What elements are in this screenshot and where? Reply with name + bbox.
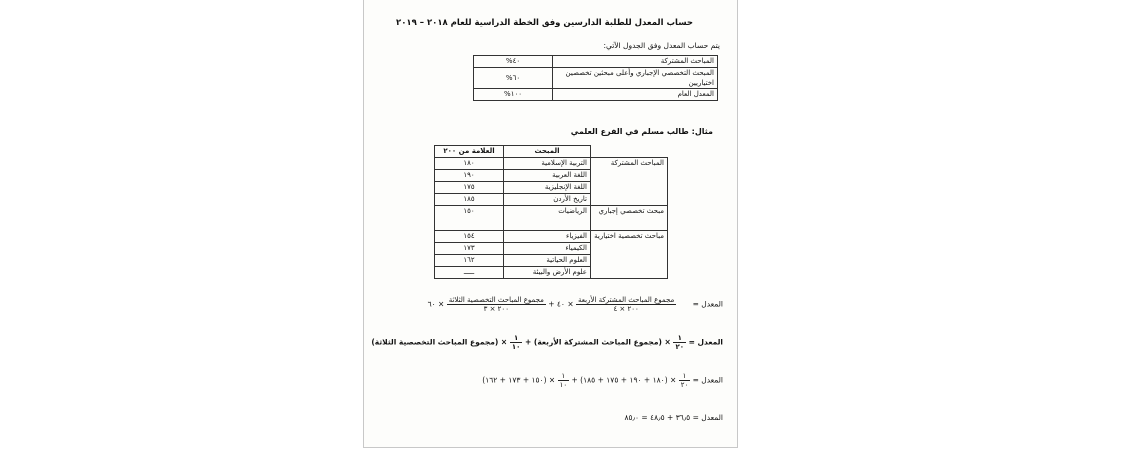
mark-cell: ١٦٢ (435, 255, 504, 267)
eq2-fraction-1 (673, 334, 686, 351)
weight-value: ١٠٠% (474, 89, 553, 101)
eq3-lhs: المعدل = (692, 375, 723, 385)
subject-cell: اللغة العربية (504, 170, 591, 182)
weights-table (473, 55, 718, 101)
eq4-lhs: المعدل = (692, 413, 723, 422)
header-subject: المبحث (504, 146, 591, 158)
table-row (474, 56, 718, 68)
subject-cell: اللغة الإنجليزية (504, 182, 591, 194)
equation-4 (625, 413, 724, 422)
eq1-f2-denominator: ٢٠٠ × ٣ (483, 305, 509, 313)
mark-cell: ١٧٣ (435, 243, 504, 255)
eq3-part-1: × (١٨٠ + ١٩٠ + ١٧٥ + ١٨٥) + (571, 375, 677, 385)
eq2-fraction-2 (510, 334, 523, 351)
table-row (435, 206, 668, 231)
table-row (435, 158, 668, 170)
equation-1 (428, 296, 723, 313)
eq2-part-1: × (مجموع المباحث المشتركة الأربعة) + (525, 337, 671, 347)
equation-3 (482, 372, 723, 389)
group-label: مباحث تخصصية اختيارية (591, 231, 668, 279)
subject-cell: التربية الإسلامية (504, 158, 591, 170)
eq3-f1-numerator: ١ (679, 372, 691, 381)
subject-cell: تاريخ الأردن (504, 194, 591, 206)
group-label: المباحث المشتركة (591, 158, 668, 206)
weight-label: المعدل العام (553, 89, 718, 101)
intro-text: يتم حساب المعدل وفق الجدول الآتي: (603, 41, 720, 50)
table-row (435, 231, 668, 243)
mark-cell: ـــــ (435, 267, 504, 279)
eq2-lhs: المعدل = (688, 337, 723, 347)
subject-cell: الرياضيات (504, 206, 591, 231)
weight-value: ٦٠% (474, 68, 553, 89)
eq3-fraction-2 (558, 372, 570, 389)
eq1-fraction-1 (576, 296, 676, 313)
empty-corner (591, 146, 668, 158)
weight-value: ٤٠% (474, 56, 553, 68)
equation-2 (371, 334, 723, 351)
mark-cell: ١٥٤ (435, 231, 504, 243)
mark-cell: ١٩٠ (435, 170, 504, 182)
eq3-f2-numerator: ١ (558, 372, 570, 381)
eq1-f2-numerator: مجموع المباحث التخصصية الثلاثة (448, 296, 544, 304)
header-mark: العلامة من ٢٠٠ (435, 146, 504, 158)
example-title: مثال: طالب مسلم في الفرع العلمي (570, 127, 713, 136)
table-row (474, 89, 718, 101)
eq3-fraction-1 (679, 372, 691, 389)
mark-cell: ١٨٠ (435, 158, 504, 170)
weight-label: المباحث المشتركة (553, 56, 718, 68)
eq2-f2-numerator: ١ (510, 334, 523, 343)
eq3-f1-denominator: ٢٠ (680, 381, 689, 389)
eq1-f1-numerator: مجموع المباحث المشتركة الأربعة (578, 296, 675, 304)
marks-table (434, 145, 668, 279)
subject-cell: علوم الأرض والبيئة (504, 267, 591, 279)
eq1-fraction-2 (447, 296, 546, 313)
mark-cell: ١٨٥ (435, 194, 504, 206)
eq1-f1-multiplier: × ٤٠ + (548, 299, 574, 309)
eq1-lhs: المعدل = (692, 299, 723, 309)
eq2-f1-numerator: ١ (673, 334, 686, 343)
eq2-part-2: × (مجموع المباحث التخصصية الثلاثة) (371, 337, 508, 347)
group-label: مبحث تخصصي إجباري (591, 206, 668, 231)
eq1-f1-denominator: ٢٠٠ × ٤ (613, 305, 639, 313)
document-page (363, 0, 738, 448)
subject-cell: الفيزياء (504, 231, 591, 243)
document-title: حساب المعدل للطلبة الدارسين وفق الخطة الدراسية للعام ٢٠١٨ – ٢٠١٩ (396, 18, 693, 28)
eq2-f1-denominator: ٢٠ (675, 343, 684, 351)
eq2-f2-denominator: ١٠ (511, 343, 521, 351)
eq4-rhs: ٣٦٫٥ + ٤٨٫٥ = ٨٥٫٠ (624, 413, 691, 422)
eq3-f2-denominator: ١٠ (559, 381, 568, 389)
mark-cell: ١٧٥ (435, 182, 504, 194)
subject-cell: العلوم الحياتية (504, 255, 591, 267)
weight-label: المبحث التخصصي الإجباري وأعلى مبحثين تخصصين اختياريين (553, 68, 718, 89)
subject-cell: الكيمياء (504, 243, 591, 255)
table-header-row (435, 146, 668, 158)
eq3-part-2: × (١٥٠ + ١٧٣ + ١٦٢) (482, 375, 556, 385)
table-row (474, 68, 718, 89)
mark-cell: ١٥٠ (435, 206, 504, 231)
eq1-f2-multiplier: × ٦٠ (427, 299, 445, 309)
